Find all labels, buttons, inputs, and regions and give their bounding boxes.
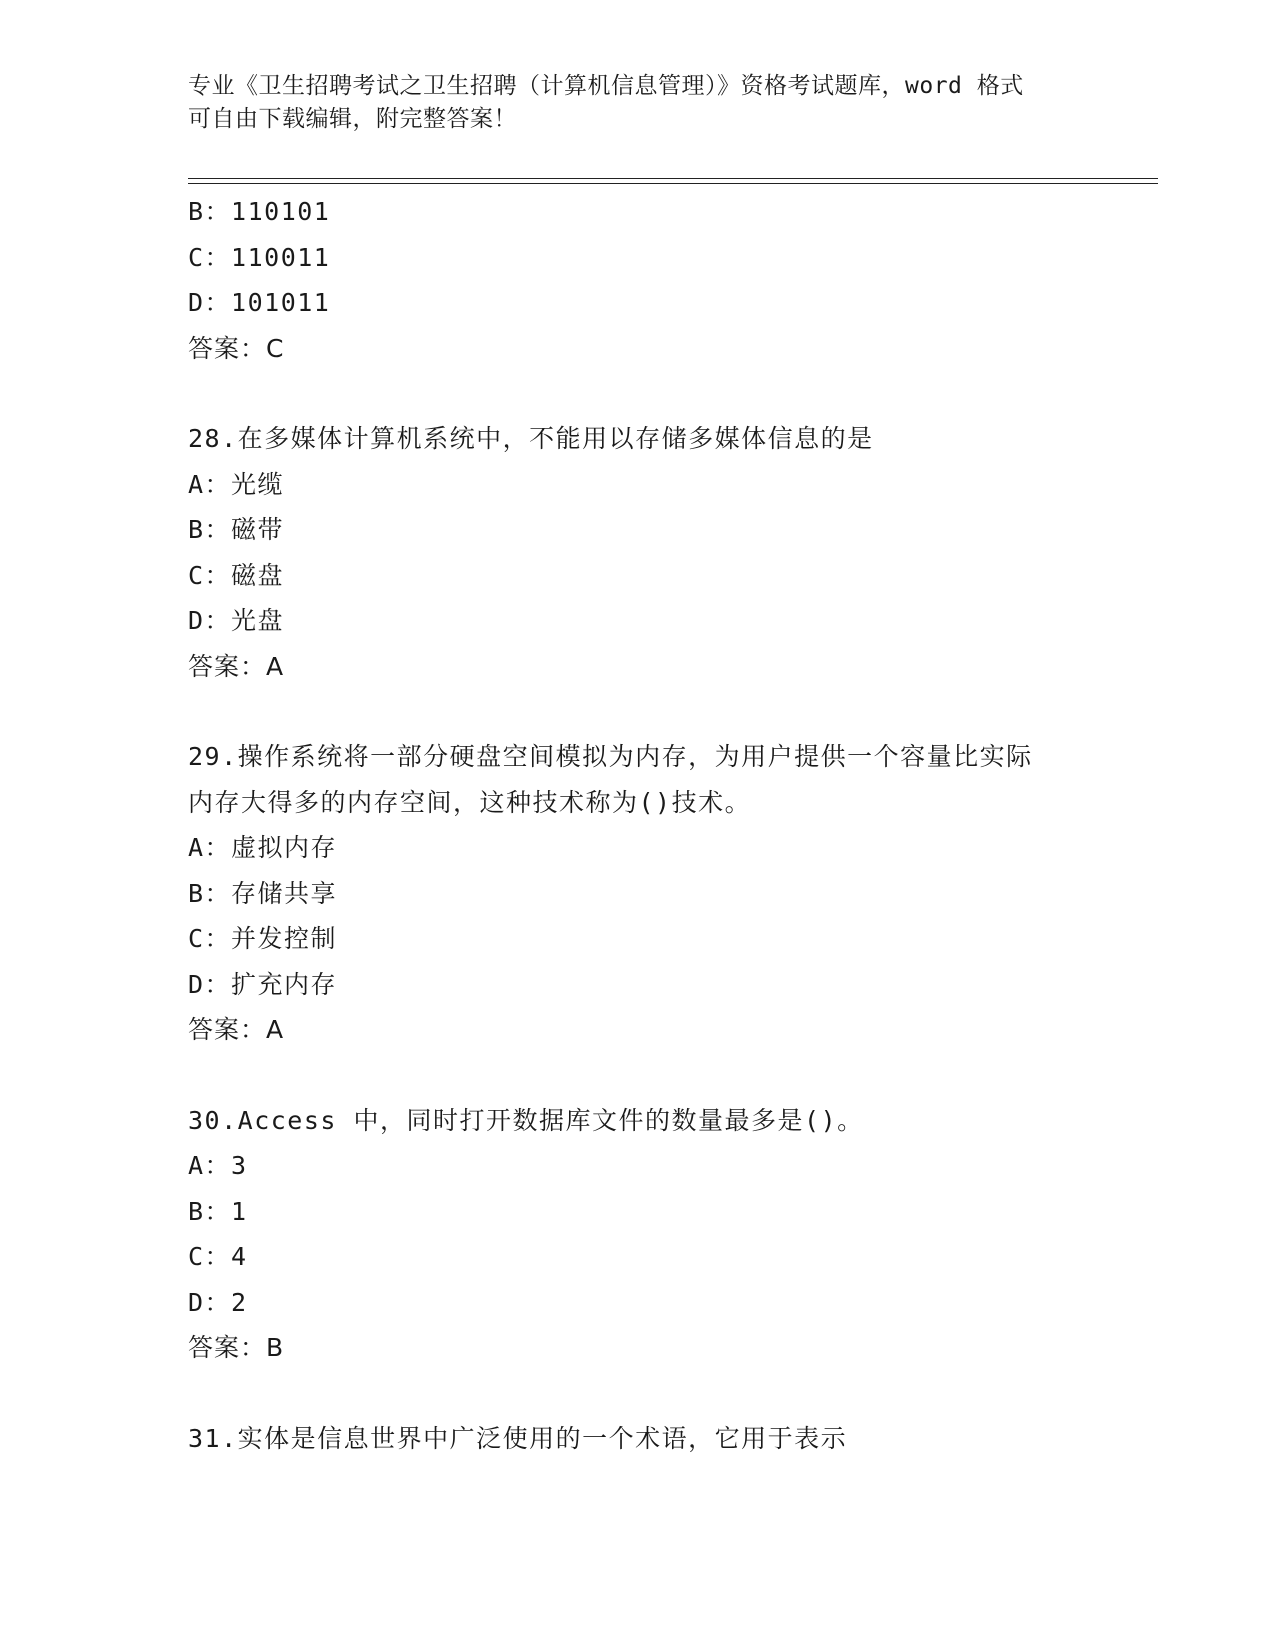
option-c: C：磁盘 [188, 560, 285, 590]
header-line-1: 专业《卫生招聘考试之卫生招聘（计算机信息管理）》资格考试题库，word 格式 [188, 73, 1024, 99]
header-divider-bottom [188, 183, 1158, 184]
option-c: C：并发控制 [188, 924, 338, 953]
question-29 [188, 734, 1108, 1053]
question-text: 28.在多媒体计算机系统中，不能用以存储多媒体信息的是 [188, 424, 874, 453]
option-a: A：虚拟内存 [188, 833, 338, 862]
answer-line: 答案：B [188, 1333, 285, 1362]
option-a: A：光缆 [188, 469, 285, 499]
question-27-tail [188, 189, 1108, 371]
document-header [188, 70, 1088, 136]
question-list [188, 189, 1108, 1461]
option-a: A：3 [188, 1151, 248, 1180]
question-text: 31.实体是信息世界中广泛使用的一个术语，它用于表示 [188, 1423, 848, 1453]
answer-line: 答案：A [188, 1015, 285, 1044]
header-line-2: 可自由下载编辑，附完整答案！ [188, 106, 517, 132]
option-b: B：存储共享 [188, 878, 338, 908]
answer-line: 答案：A [188, 651, 285, 681]
option-d: D：2 [188, 1287, 248, 1317]
answer-line: 答案：C [188, 333, 285, 363]
option-b: B：磁带 [188, 515, 285, 544]
question-31 [188, 1416, 1108, 1462]
option-d: D：光盘 [188, 606, 285, 635]
option-b: B：110101 [188, 197, 331, 226]
question-28 [188, 416, 1108, 689]
header-divider-top [188, 178, 1158, 179]
option-c: C：110011 [188, 242, 331, 272]
question-30 [188, 1098, 1108, 1371]
question-text: 30.Access 中，同时打开数据库文件的数量最多是()。 [188, 1105, 864, 1135]
option-c: C：4 [188, 1242, 248, 1271]
option-d: D：扩充内存 [188, 969, 338, 999]
option-b: B：1 [188, 1196, 248, 1226]
option-d: D：101011 [188, 288, 331, 317]
question-text: 29.操作系统将一部分硬盘空间模拟为内存，为用户提供一个容量比实际内存大得多的内存空间，这种技术称为()技术。 [188, 742, 1033, 817]
